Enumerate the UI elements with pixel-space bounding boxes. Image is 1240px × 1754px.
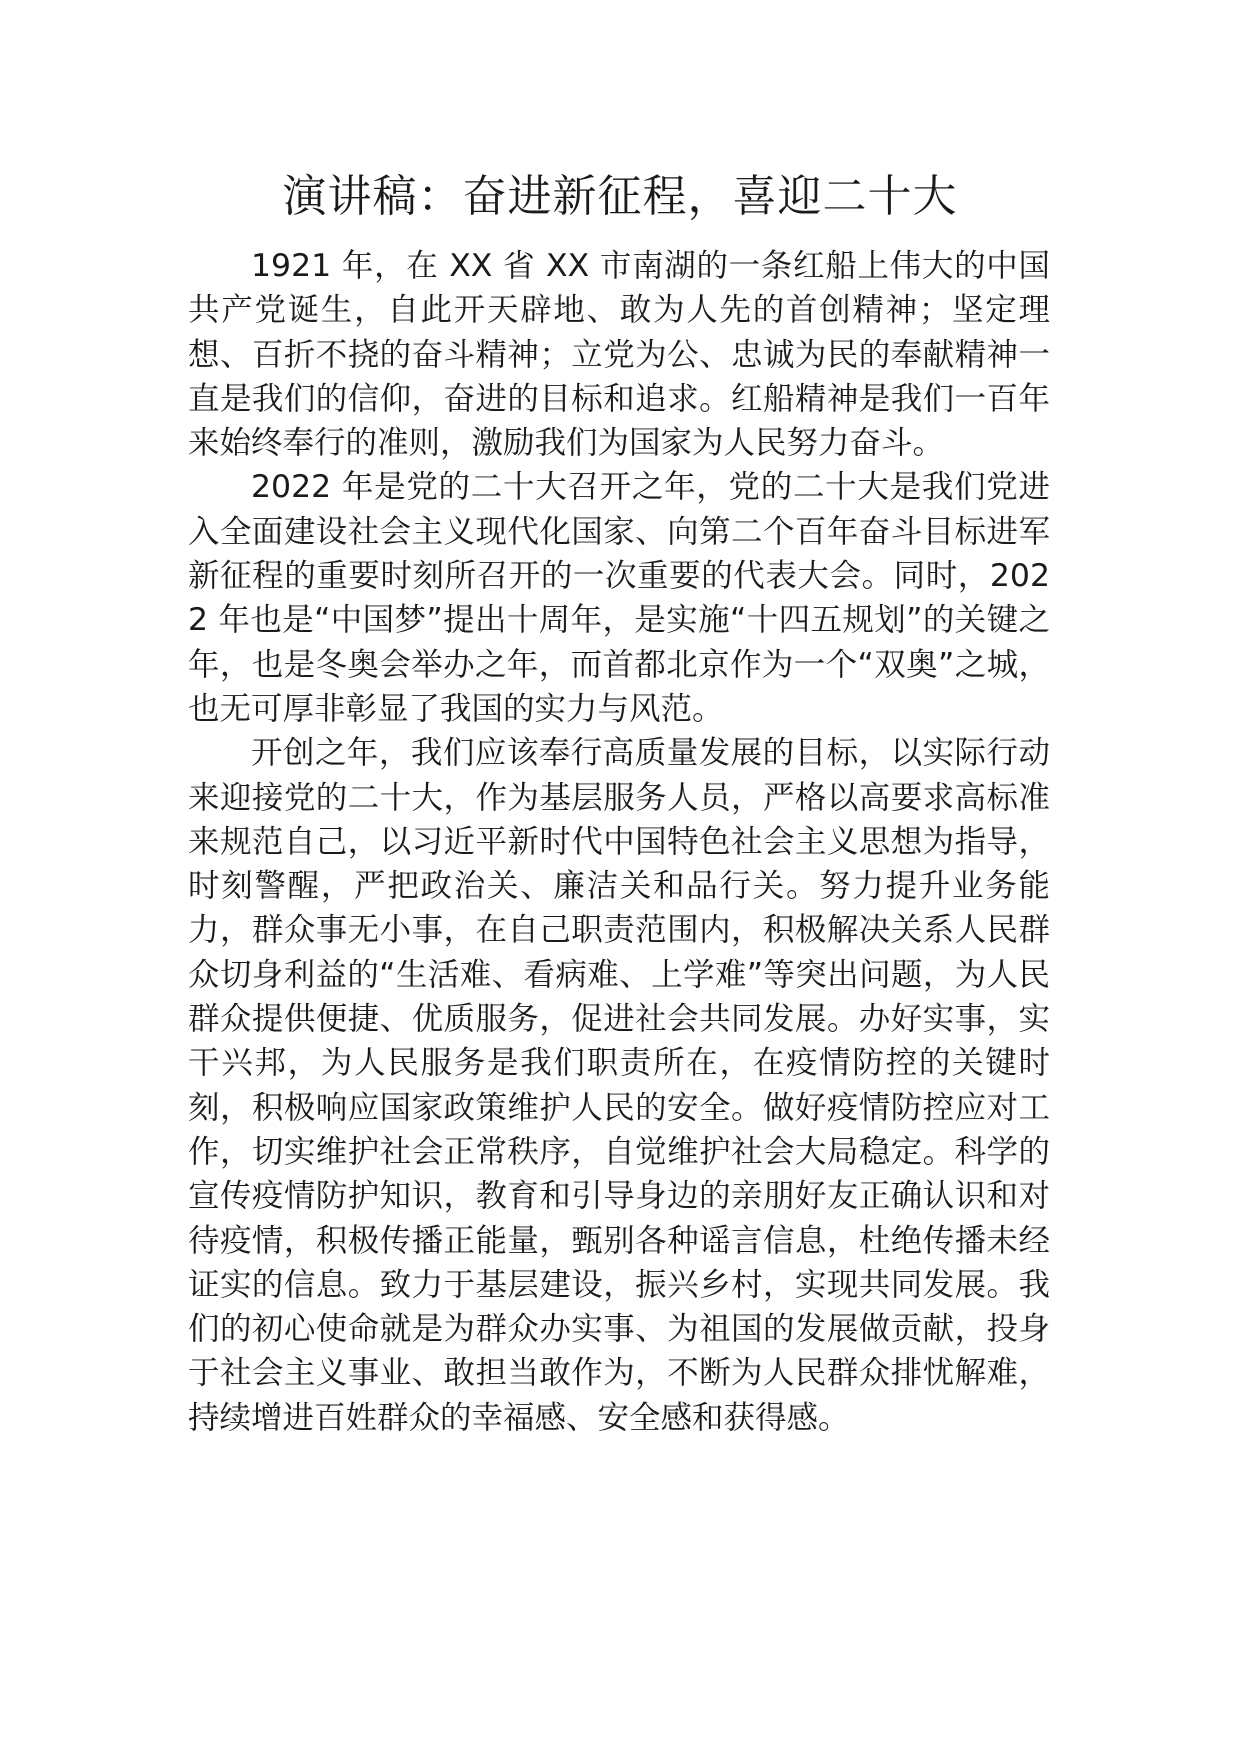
document-body <box>188 244 1050 1440</box>
paragraph-1: 1921 年，在 XX 省 XX 市南湖的一条红船上伟大的中国共产党诞生，自此开天辟地、敢为人先的首创精神；坚定理想、百折不挠的奋斗精神；立党为公、忠诚为民的奉献精神一直是我们的信仰，奋进的目标和追求。红船精神是我们一百年来始终奉行的准则，激励我们为国家为人民努力奋斗。 <box>188 248 1050 462</box>
paragraph-3: 开创之年，我们应该奉行高质量发展的目标，以实际行动来迎接党的二十大，作为基层服务人员，严格以高要求高标准来规范自己，以习近平新时代中国特色社会主义思想为指导，时刻警醒，严把政治关、廉洁关和品行关。努力提升业务能力，群众事无小事，在自己职责范围内，积极解决关系人民群众切身利益的“生活难、看病难、上学难”等突出问题，为人民群众提供便捷、优质服务，促进社会共同发展。办好实事，实干兴邦，为人民服务是我们职责所在，在疫情防控的关键时刻，积极响应国家政策维护人民的安全。做好疫情防控应对工作，切实维护社会正常秩序，自觉维护社会大局稳定。科学的宣传疫情防护知识，教育和引导身边的亲朋好友正确认识和对待疫情，积极传播正能量，甄别各种谣言信息，杜绝传播未经证实的信息。致力于基层建设，振兴乡村，实现共同发展。我们的初心使命就是为群众办实事、为祖国的发展做贡献，投身于社会主义事业、敢担当敢作为，不断为人民群众排忧解难，持续增进百姓群众的幸福感、安全感和获得感。 <box>188 735 1050 1436</box>
paragraph-2: 2022 年是党的二十大召开之年，党的二十大是我们党进入全面建设社会主义现代化国家、向第二个百年奋斗目标进军新征程的重要时刻所召开的一次重要的代表大会。同时，2022 年也是“中国梦”提出十周年，是实施“十四五规划”的关键之年，也是冬奥会举办之年，而首都北京作为一个“双奥”之城，也无可厚非彰显了我国的实力与风范。 <box>188 469 1050 727</box>
document-title: 演讲稿：奋进新征程，喜迎二十大 <box>282 171 958 222</box>
